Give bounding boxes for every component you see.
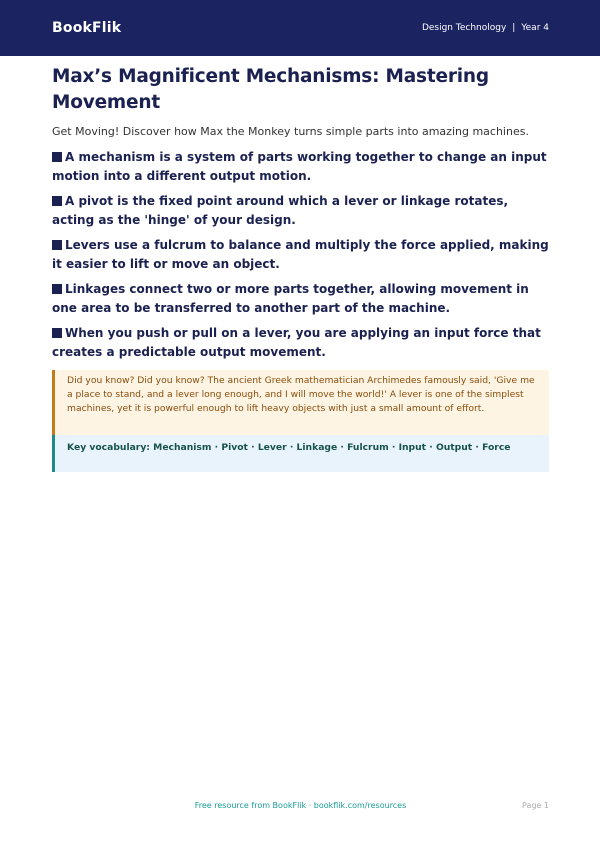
- year-label: Year 4: [521, 23, 549, 33]
- header-bar: [0, 0, 600, 56]
- list-item: [52, 324, 549, 362]
- list-item: [52, 236, 549, 274]
- page-title: Max’s Magnificent Mechanisms: Mastering Movement: [52, 66, 489, 113]
- vocab-box: Key vocabulary: Mechanism · Pivot · Lever · Linkage · Fulcrum · Input · Output · Force: [52, 435, 549, 472]
- point-text: Levers use a fulcrum to balance and multiply the force applied, making it easier to lift or move an object.: [52, 238, 549, 271]
- list-item: [52, 148, 549, 186]
- square-bullet-icon: [52, 240, 62, 250]
- square-bullet-icon: [52, 196, 62, 206]
- header-separator: |: [512, 23, 516, 33]
- square-bullet-icon: [52, 328, 62, 338]
- header-meta: [422, 23, 549, 33]
- page-number: Page 1: [522, 801, 549, 810]
- fact-box: Did you know? Did you know? The ancient Greek mathematician Archimedes famously said, 'Give me a place to stand, and a lever long enough, and I will move the world!' A lever is one of the simplest machines, yet it is powerful enough to lift heavy objects with just a small amount of effort.: [52, 370, 549, 435]
- square-bullet-icon: [52, 152, 62, 162]
- list-item: [52, 192, 549, 230]
- main-content: [52, 64, 549, 472]
- point-text: Linkages connect two or more parts together, allowing movement in one area to be transferred to another part of the machine.: [52, 282, 529, 315]
- key-points-list: [52, 148, 549, 362]
- point-text: When you push or pull on a lever, you are applying an input force that creates a predictable output movement.: [52, 326, 541, 359]
- footer: [52, 801, 549, 815]
- intro-text: Get Moving! Discover how Max the Monkey turns simple parts into amazing machines.: [52, 125, 529, 138]
- point-text: A pivot is the fixed point around which a lever or linkage rotates, acting as the 'hinge' of your design.: [52, 194, 509, 227]
- point-text: A mechanism is a system of parts working together to change an input motion into a different output motion.: [52, 150, 547, 183]
- footer-link[interactable]: Free resource from BookFlik · bookflik.com/resources: [194, 801, 407, 810]
- brand-logo[interactable]: BookFlik: [52, 20, 122, 36]
- square-bullet-icon: [52, 284, 62, 294]
- subject-label: Design Technology: [421, 23, 507, 33]
- list-item: [52, 280, 549, 318]
